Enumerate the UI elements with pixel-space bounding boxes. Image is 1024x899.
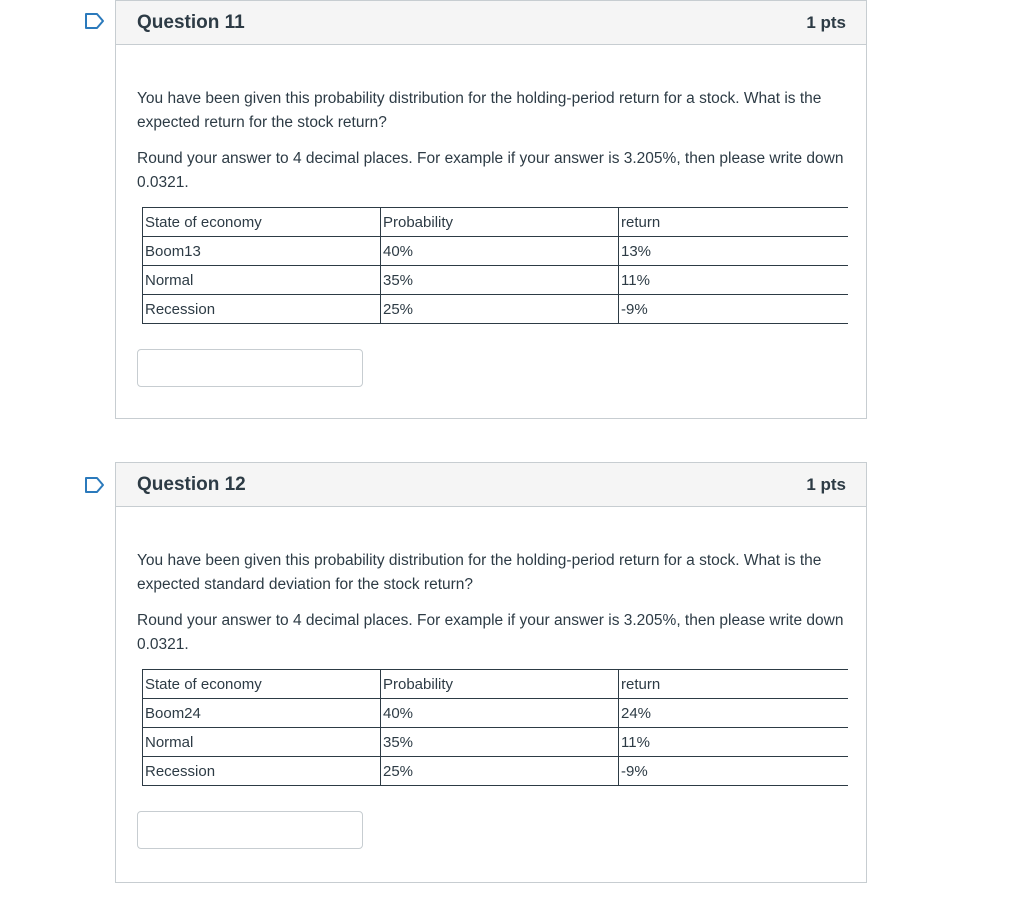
question-points: 1 pts xyxy=(806,12,846,32)
table-row xyxy=(143,728,849,757)
table-row xyxy=(143,295,849,324)
table-cell: Boom13 xyxy=(143,237,381,266)
table-cell: return xyxy=(619,670,849,699)
table-cell: 11% xyxy=(619,266,849,295)
table-cell: 25% xyxy=(381,295,619,324)
question-title: Question 12 xyxy=(137,473,246,495)
table-cell: Normal xyxy=(143,266,381,295)
table-row xyxy=(143,266,849,295)
table-row xyxy=(143,699,849,728)
table-cell: Recession xyxy=(143,757,381,786)
table-cell: 40% xyxy=(381,699,619,728)
table-cell: 25% xyxy=(381,757,619,786)
table-cell: State of economy xyxy=(143,208,381,237)
table-cell: Boom24 xyxy=(143,699,381,728)
table-cell: Recession xyxy=(143,295,381,324)
table-header-row xyxy=(143,670,849,699)
question-prompt: You have been given this probability distribution for the holding-period return for a stock. What is the expected standard deviation for the stock return? xyxy=(137,552,822,593)
answer-input[interactable] xyxy=(137,811,363,849)
question-points: 1 pts xyxy=(806,474,846,494)
table-cell: 24% xyxy=(619,699,849,728)
question-instructions: Round your answer to 4 decimal places. For example if your answer is 3.205%, then please write down 0.0321. xyxy=(137,612,844,653)
probability-table xyxy=(142,207,848,324)
table-cell: Probability xyxy=(381,208,619,237)
table-cell: 13% xyxy=(619,237,849,266)
table-cell: return xyxy=(619,208,849,237)
question-header xyxy=(116,1,866,45)
question-body xyxy=(116,45,866,387)
flag-question-icon[interactable] xyxy=(84,12,106,30)
table-cell: 35% xyxy=(381,728,619,757)
question-11 xyxy=(115,0,867,419)
flag-question-icon[interactable] xyxy=(84,476,106,494)
table-cell: Probability xyxy=(381,670,619,699)
probability-table xyxy=(142,669,848,786)
table-header-row xyxy=(143,208,849,237)
table-row xyxy=(143,757,849,786)
question-body xyxy=(116,507,866,849)
question-prompt: You have been given this probability distribution for the holding-period return for a stock. What is the expected return for the stock return? xyxy=(137,90,822,131)
table-cell: 35% xyxy=(381,266,619,295)
table-cell: State of economy xyxy=(143,670,381,699)
table-cell: -9% xyxy=(619,295,849,324)
table-cell: Normal xyxy=(143,728,381,757)
table-cell: 40% xyxy=(381,237,619,266)
question-title: Question 11 xyxy=(137,11,245,33)
question-header xyxy=(116,463,866,507)
question-instructions: Round your answer to 4 decimal places. For example if your answer is 3.205%, then please write down 0.0321. xyxy=(137,150,844,191)
table-row xyxy=(143,237,849,266)
table-cell: 11% xyxy=(619,728,849,757)
table-cell: -9% xyxy=(619,757,849,786)
question-12 xyxy=(115,462,867,883)
answer-input[interactable] xyxy=(137,349,363,387)
